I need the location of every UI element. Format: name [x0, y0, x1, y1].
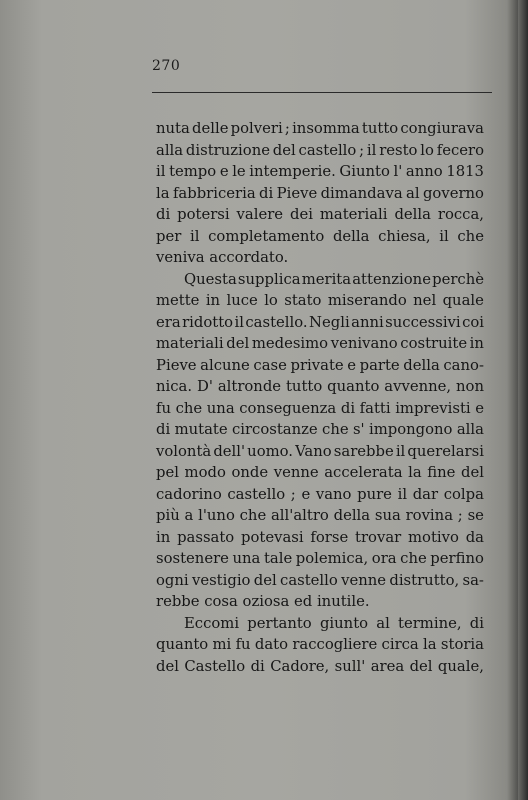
text-line: Eccomi pertanto giunto al termine, di	[184, 614, 484, 632]
paragraph	[156, 269, 484, 613]
text-line: cadorino castello ; e vano pure il dar colpa	[156, 485, 484, 503]
header-rule	[152, 92, 492, 93]
text-line: Pieve alcune case private e parte della cano-	[156, 356, 484, 374]
body-text	[156, 118, 484, 677]
paragraph	[156, 613, 484, 678]
text-line: in passato potevasi forse trovar motivo da	[156, 528, 484, 546]
text-line: il tempo e le intemperie. Giunto l' anno 1813	[156, 163, 484, 180]
text-line: alla distruzione del castello ; il resto lo fecero	[156, 141, 484, 159]
text-line: pel modo onde venne accelerata la fine del	[156, 464, 484, 481]
text-line: nica. D' altronde tutto quanto avvenne, non	[156, 378, 484, 395]
text-line: di potersi valere dei materiali della rocca,	[156, 206, 484, 223]
page-edge-shadow	[518, 0, 528, 800]
text-line: veniva accordato.	[156, 249, 289, 266]
text-line: quanto mi fu dato raccogliere circa la storia	[156, 636, 484, 653]
text-line: ogni vestigio del castello venne distrutto, sa-	[156, 571, 484, 589]
text-line: Questa supplica merita attenzione perchè	[184, 270, 484, 288]
text-line: materiali del medesimo venivano costruite in	[156, 335, 484, 352]
text-line: più a l'uno che all'altro della sua rovina ; se	[156, 507, 484, 524]
text-line: la fabbriceria di Pieve dimandava al governo	[156, 184, 484, 202]
text-line: nuta delle polveri ; insomma tutto congiurava	[156, 120, 484, 137]
text-line: fu che una conseguenza di fatti imprevisti e	[156, 399, 484, 417]
paragraph	[156, 118, 484, 269]
text-line: mette in luce lo stato miserando nel quale	[156, 292, 484, 309]
text-line: era ridotto il castello. Negli anni successivi coi	[156, 313, 484, 331]
text-line: di mutate circostanze che s' impongono alla	[156, 421, 484, 438]
text-line: volontà dell' uomo. Vano sarebbe il querelarsi	[156, 442, 484, 460]
text-line: rebbe cosa oziosa ed inutile.	[156, 593, 370, 610]
page-number: 270	[152, 58, 181, 74]
text-line: sostenere una tale polemica, ora che perfino	[156, 550, 484, 567]
text-line: del Castello di Cadore, sull' area del quale,	[156, 657, 484, 675]
text-line: per il completamento della chiesa, il che	[156, 227, 484, 245]
